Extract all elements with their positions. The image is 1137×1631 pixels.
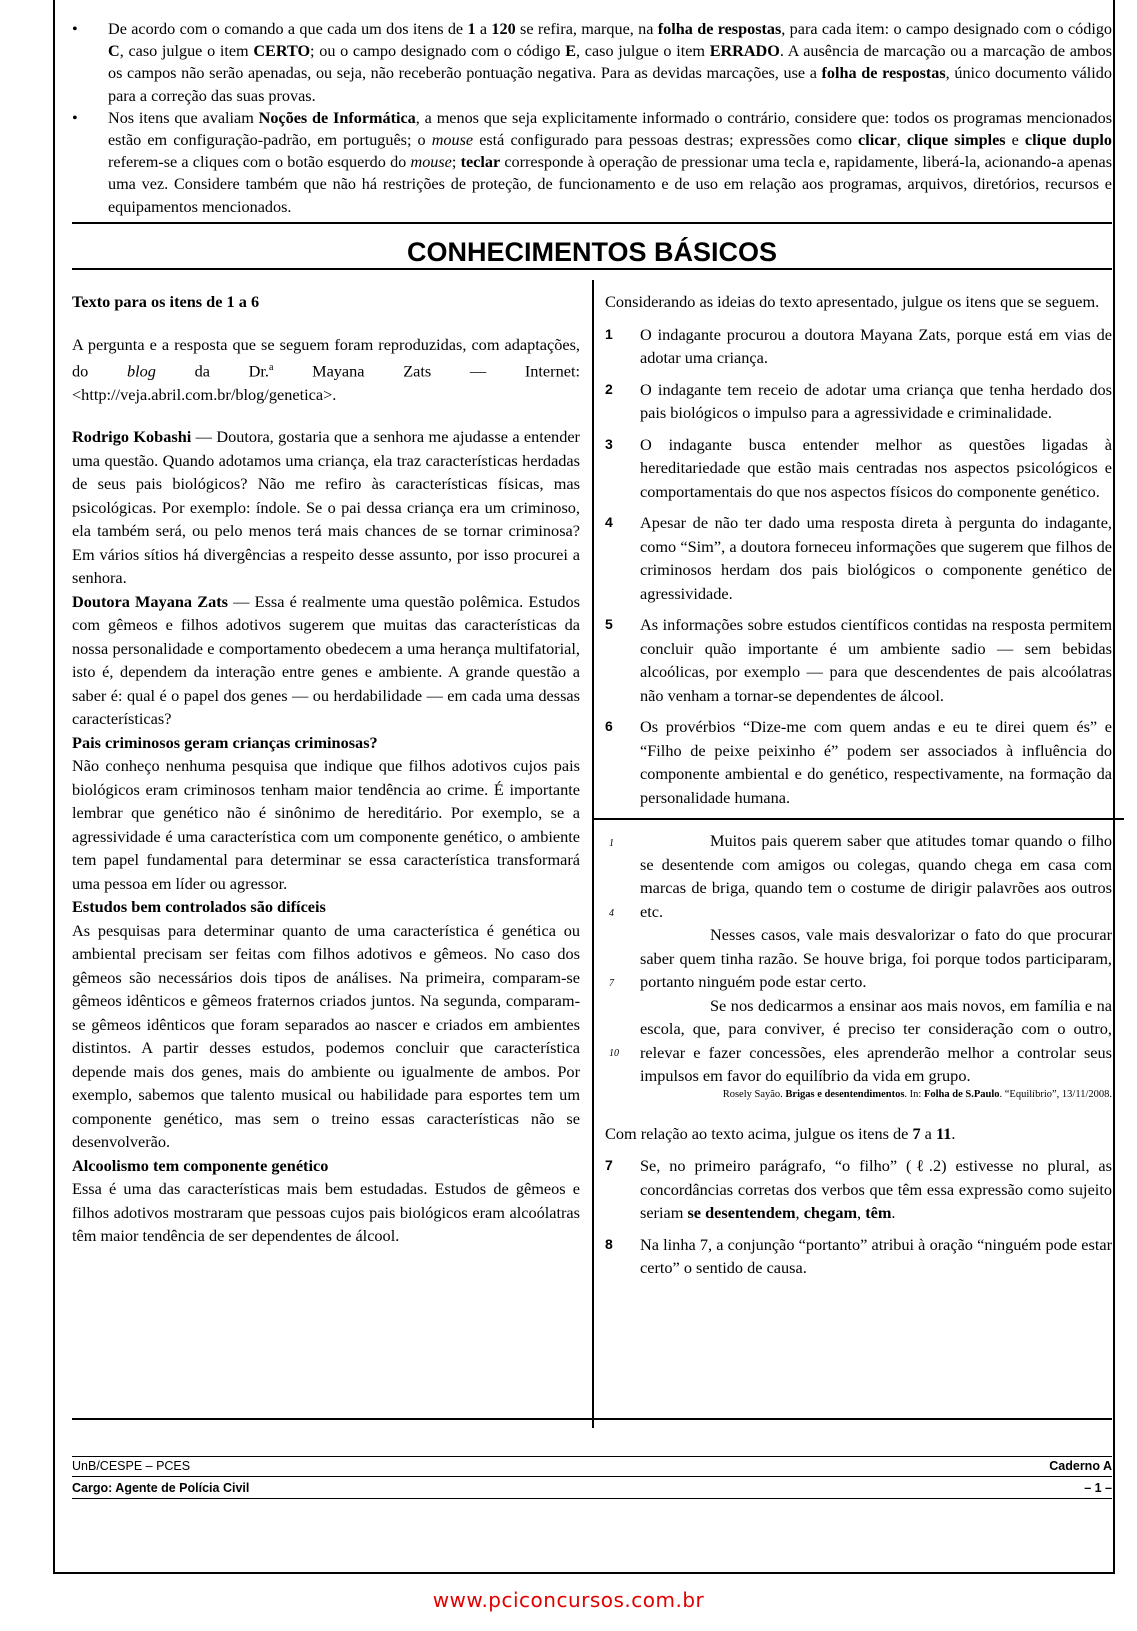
text: , a menos que seja explicitamente informado o contrário, considere que: todos os programas mencionados estão em configuração-padrão, em português; o <box>108 108 1112 150</box>
bold-text: folha de respostas <box>821 64 946 83</box>
text: , caso julgue o item <box>119 42 254 61</box>
text: a <box>920 1123 936 1143</box>
text: , <box>795 1203 804 1222</box>
paragraph: Não conheço nenhuma pesquisa que indique que filhos adotivos cujos pais biológicos eram criminosos tenham maior tendência ao crime. É importante lembrar que genético não é sinônimo de hereditário. Por exemplo, se a agressividade é uma característica com um componente genético, o ambiente tem papel fundamental para determinar se essa característica transformará uma pessoa em líder ou agressor. <box>72 756 580 893</box>
instruction-2 <box>72 107 1112 218</box>
bold-text: 1 <box>467 20 476 38</box>
text: ; <box>451 153 461 172</box>
speaker-name: Rodrigo Kobashi <box>72 427 192 447</box>
answer-paragraph <box>72 590 580 731</box>
text: corresponde à operação de pressionar uma tecla e, rapidamente, liberá-la, acionando-a apenas uma vez. Considere também que não há restrições de proteção, de funcionamento e de uso em relação aos programas, arquivos, diretórios, recursos e equipamentos mencionados. <box>108 153 1113 216</box>
bullet: • <box>72 20 78 38</box>
text: De acordo com o comando a que cada um dos itens de <box>108 20 468 38</box>
item-number: 1 <box>605 325 613 342</box>
item-text: Apesar de não ter dado uma resposta direta à pergunta do indagante, como “Sim”, a doutora forneceu informações que sugerem que filhos de criminosos herdam dos pais biológicos o componente genético de agressividade. <box>640 513 1112 603</box>
text: e <box>1005 131 1025 150</box>
item-3 <box>605 433 1112 504</box>
bold-text: chegam <box>803 1203 858 1222</box>
instructions <box>72 18 1112 218</box>
bold-text: Noções de Informática <box>258 108 416 127</box>
item-number: 4 <box>605 514 613 530</box>
text: ; ou o campo designado com o código <box>310 42 566 61</box>
text: . In: <box>904 1088 924 1100</box>
item-number: 7 <box>605 1157 613 1173</box>
item-text: Os provérbios “Dize-me com quem andas e eu te direi quem és” e “Filho de peixe peixinho é” podem ser associados à influência do componente ambiental e do genético, respectivamente, na formação da personalidade humana. <box>640 717 1112 807</box>
bullet: • <box>72 108 78 127</box>
text: , <box>857 1203 866 1222</box>
item-text: O indagante procurou a doutora Mayana Zats, porque está em vias de adotar uma criança. <box>640 324 1112 367</box>
footer-org: UnB/CESPE – PCES <box>72 1459 191 1473</box>
text: Rosely Sayão. <box>722 1088 786 1100</box>
item-5 <box>605 613 1112 707</box>
line-number: 4 <box>609 908 614 919</box>
footer-row-1 <box>72 1458 1112 1474</box>
bold-text: 7 <box>912 1123 921 1143</box>
passage-paragraph: Nesses casos, vale mais desvalorizar o fato do que procurar saber quem tinha razão. Se houve briga, foi porque todos participaram, portanto ninguém pode estar certo. <box>640 925 1112 991</box>
bold-text: Brigas e desentendimentos <box>785 1088 905 1100</box>
item-2 <box>605 378 1112 425</box>
citation <box>640 1088 1112 1101</box>
italic-text: mouse <box>410 153 452 172</box>
left-column <box>72 290 580 1248</box>
text: . A ausência de marcação ou a marcação de ambos os campos não serão apenadas, ou seja, não receberão pontuação negativa. Para as devidas marcações, use a <box>108 42 1112 83</box>
text: A pergunta e a resposta que se seguem foram reproduzidas, com adaptações, do <box>72 334 580 381</box>
item-text: As informações sobre estudos científicos contidas na resposta permitem concluir quão importante é um ambiente sadio — sem bebidas alcoólicas, por exemplo — para que descendentes de pais alcoólatras não venham a tornar-se dependentes de álcool. <box>640 615 1112 705</box>
speaker-name: Doutora Mayana Zats <box>72 591 228 611</box>
bold-text: E <box>565 42 577 61</box>
text-heading: Texto para os itens de 1 a 6 <box>72 292 260 311</box>
divider-bottom <box>72 1418 1112 1420</box>
paragraph: As pesquisas para determinar quanto de uma característica é genética ou ambiental precisam ser feitas com filhos adotivos e gêmeos. No caso dos gêmeos são necessários dois tipos de análises. Na primeira, comparam-se gêmeos idênticos e gêmeos fraternos criados juntos. Na segunda, comparam-se gêmeos idênticos que foram separados ao nascer e criados em ambientes distintos. A partir desses estudos, podemos concluir que característica depende mais dos genes, mais do ambiente ou igualmente de ambos. Por exemplo, sabemos que talento musical ou habilidade para esportes tem um componente genético, mas sem o treino essas características não se desenvolverão. <box>72 920 580 1152</box>
text: . <box>891 1203 896 1222</box>
superscript: a <box>268 362 274 373</box>
bold-text: Folha de S.Paulo <box>923 1088 1000 1100</box>
item-8 <box>605 1233 1112 1280</box>
subheading: Estudos bem controlados são difíceis <box>72 897 326 917</box>
text: está configurado para pessoas destras; expressões como <box>473 131 859 150</box>
bold-text: folha de respostas <box>657 20 782 38</box>
item-6 <box>605 715 1112 809</box>
items-intro-2 <box>605 1122 1112 1146</box>
bold-text: clique duplo <box>1024 131 1112 150</box>
text: Com relação ao texto acima, julgue os itens de <box>605 1123 913 1143</box>
bold-text: têm <box>865 1203 892 1222</box>
text: . <box>951 1123 956 1143</box>
text: , <box>896 131 907 150</box>
text: a <box>475 20 492 38</box>
text: Mayana Zats — Internet: <http://veja.abril.com.br/blog/genetica>. <box>72 361 580 404</box>
website-link[interactable]: www.pciconcursos.com.br <box>432 1588 705 1612</box>
paragraph: Essa é uma das características mais bem estudadas. Estudos de gêmeos e filhos adotivos mostraram que pessoas cujos pais biológicos eram alcoólatras têm maior tendência de ser dependentes de álcool. <box>72 1179 580 1246</box>
text: . “Equilíbrio”, 13/11/2008. <box>999 1088 1112 1100</box>
italic-text: mouse <box>431 131 474 150</box>
item-7 <box>605 1154 1112 1225</box>
subheading: Alcoolismo tem componente genético <box>72 1155 329 1175</box>
item-text: O indagante busca entender melhor as questões ligadas à hereditariedade que estão mais centradas nos aspectos psicológicos e comportamentais do que nos aspectos físicos do componente genético. <box>640 434 1112 501</box>
instruction-1 <box>72 18 1112 107</box>
footer-role: Cargo: Agente de Polícia Civil <box>72 1481 250 1495</box>
divider-top <box>72 222 1112 224</box>
footer-booklet: Caderno A <box>1049 1459 1112 1473</box>
footer-line-1 <box>72 1456 1112 1457</box>
items-intro: Considerando as ideias do texto apresentado, julgue os itens que se seguem. <box>605 292 1100 311</box>
italic-text: blog <box>126 361 156 381</box>
right-column <box>605 290 1112 1280</box>
divider-title <box>72 268 1112 270</box>
bold-text: ERRADO <box>709 42 780 61</box>
passage-paragraph: Se nos dedicarmos a ensinar aos mais novos, em família e na escola, que, para conviver, é preciso ter consideração com o outro, relevar e fazer concessões, eles aprenderão melhor a controlar seus impulsos em favor do equilíbrio da vida em grupo. <box>640 995 1112 1085</box>
bold-text: 120 <box>491 20 516 38</box>
item-number: 6 <box>605 718 613 734</box>
subheading: Pais criminosos geram crianças criminosas? <box>72 732 378 752</box>
footer-line-2 <box>72 1476 1112 1477</box>
bold-text: clique simples <box>906 131 1006 150</box>
text: Se, no primeiro parágrafo, “o filho” (ℓ.2) estivesse no plural, as concordâncias corretas dos verbos que têm essa expressão como sujeito seriam <box>640 1156 1112 1222</box>
bold-text: 11 <box>935 1123 952 1143</box>
bold-text: CERTO <box>253 42 311 61</box>
text: , caso julgue o item <box>576 42 710 61</box>
item-number: 8 <box>605 1235 613 1252</box>
item-1 <box>605 323 1112 370</box>
bold-text: se desentendem <box>687 1203 796 1222</box>
text: referem-se a cliques com o botão esquerdo do <box>108 153 411 172</box>
item-number: 3 <box>605 435 613 452</box>
column-divider <box>592 280 594 1428</box>
source-note <box>72 333 580 407</box>
text: Nos itens que avaliam <box>108 108 259 127</box>
line-number: 7 <box>609 978 614 989</box>
text: , único documento válido para a correção das suas provas. <box>108 64 1112 105</box>
footer-row-2 <box>72 1480 1112 1496</box>
text: — Doutora, gostaria que a senhora me ajudasse a entender uma questão. Quando adotamos uma criança, ela traz características herdadas de seus pais biológicos? Não me refiro às características físicas, mas psicológicas. Por exemplo: índole. Se o pai dessa criança era um criminoso, ela também será, ou pelo menos terá mais chances de se tornar criminosa? Em vários sítios há divergências a respeito desse assunto, por isso procurei a senhora. <box>72 427 580 588</box>
bold-text: teclar <box>460 153 501 172</box>
passage <box>605 829 1112 1101</box>
item-text: Na linha 7, a conjunção “portanto” atribui à oração “ninguém pode estar certo” o sentido de causa. <box>640 1234 1112 1277</box>
question-paragraph <box>72 425 580 590</box>
text: , para cada item: o campo designado com o código <box>781 20 1113 38</box>
item-4 <box>605 511 1112 605</box>
footer-page: – 1 – <box>1084 1481 1112 1495</box>
section-title: CONHECIMENTOS BÁSICOS <box>406 237 778 267</box>
text: da Dr. <box>155 361 269 381</box>
line-number: 1 <box>609 838 614 849</box>
passage-paragraph: Muitos pais querem saber que atitudes tomar quando o filho se desentende com amigos ou colegas, quando chega em casa com marcas de briga, quando tem o costume de dirigir palavrões aos outros etc. <box>640 831 1112 921</box>
item-number: 2 <box>605 380 613 397</box>
divider-passage <box>593 818 1124 820</box>
bold-text: C <box>108 42 120 61</box>
item-number: 5 <box>605 616 613 632</box>
text: — Essa é realmente uma questão polêmica. Estudos com gêmeos e filhos adotivos sugerem que muitas das características da nossa personalidade e comportamento obedecem a uma herança multifatorial, isto é, dependem da interação entre genes e ambiente. A grande questão a saber é: qual é o papel dos genes — ou herdabilidade — em cada uma dessas características? <box>72 591 580 729</box>
bold-text: clicar <box>858 131 897 150</box>
item-text: O indagante tem receio de adotar uma criança que tenha herdado dos pais biológicos o impulso para a agressividade e criminalidade. <box>640 379 1112 422</box>
text: se refira, marque, na <box>515 20 658 38</box>
line-number: 10 <box>609 1048 619 1059</box>
footer-line-3 <box>72 1498 1112 1499</box>
